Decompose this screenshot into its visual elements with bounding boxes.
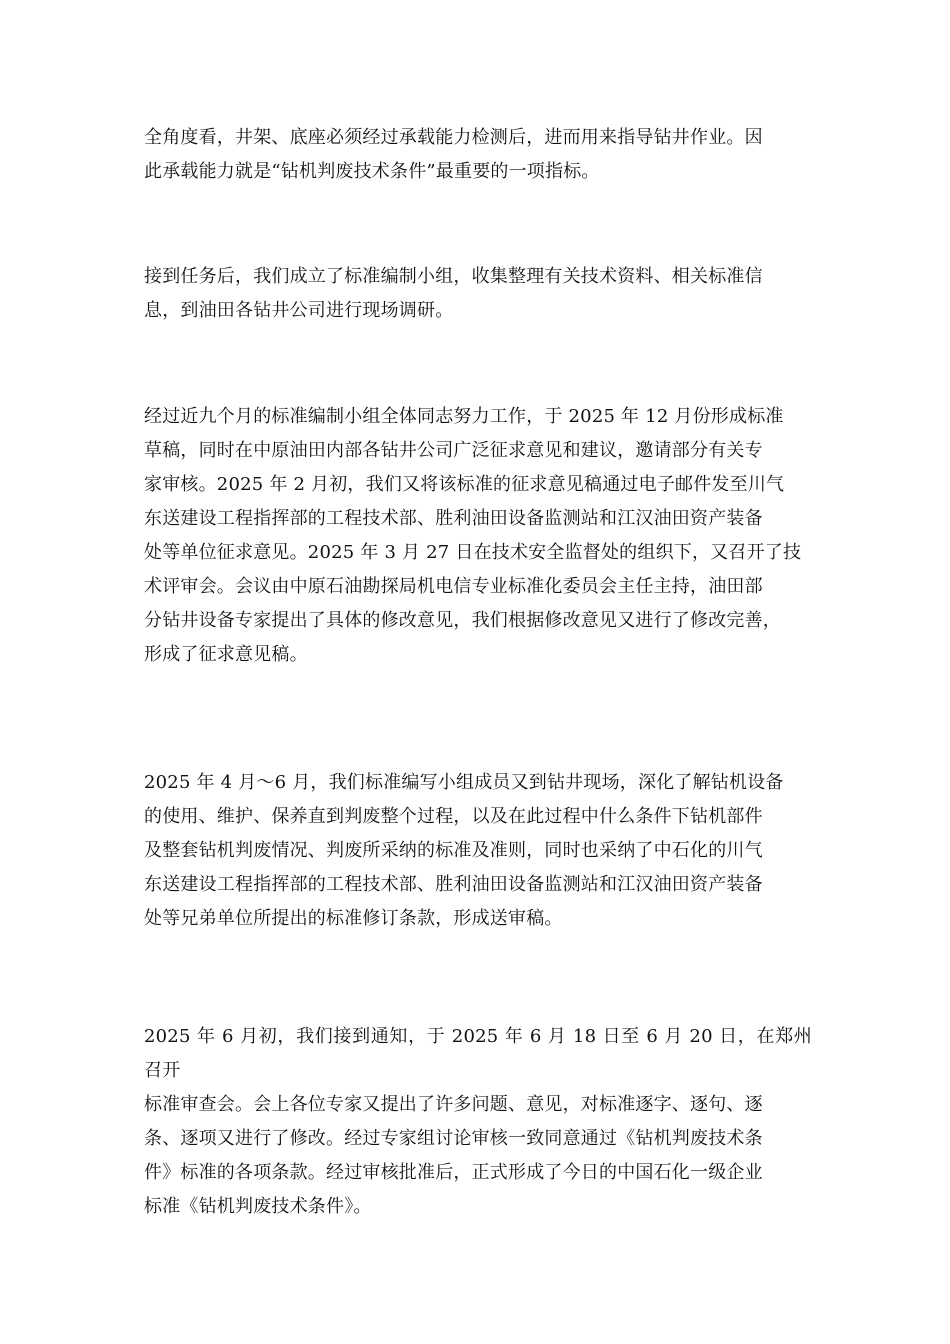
paragraph-load-capacity: 全角度看，井架、底座必须经过承载能力检测后，进而用来指导钻井作业。因 此承载能力就是“钻机判废技术条件”最重要的一项指标。 [144, 127, 763, 182]
paragraph-task-assignment: 接到任务后，我们成立了标准编制小组，收集整理有关技术资料、相关标准信 息，到油田各钻井公司进行现场调研。 [144, 266, 763, 321]
paragraph-review-meeting: 2025 年 6 月初，我们接到通知，于 2025 年 6 月 18 日至 6 月 20 日，在郑州召开 标准审查会。会上各位专家又提出了许多问题、意见，对标准逐字、逐句、逐 条、逐项又进行了修改。经过专家组讨论审核一致同意通过《钻机判废技术条 件》标准的各项条款。经过审核批准后，正式形成了今日的中国石化一级企业 标准《钻机判废技术条件》。 [144, 1026, 812, 1217]
paragraph-draft-and-review: 经过近九个月的标准编制小组全体同志努力工作，于 2025 年 12 月份形成标准 草稿，同时在中原油田内部各钻井公司广泛征求意见和建议，邀请部分有关专 家审核。2025 年 2 月初，我们又将该标准的征求意见稿通过电子邮件发至川气 东送建设工程指挥部的工程技术部、胜利油田设备监测站和江汉油田资产装备 处等单位征求意见。2025 年 3 月 27 日在技术安全监督处的组织下，又召开了技 术评审会。会议由中原石油勘探局机电信专业标准化委员会主任主持，油田部 分钻井设备专家提出了具体的修改意见，我们根据修改意见又进行了修改完善， 形成了征求意见稿。 [144, 406, 802, 665]
paragraph-field-research: 2025 年 4 月～6 月，我们标准编写小组成员又到钻井现场，深化了解钻机设备 的使用、维护、保养直到判废整个过程，以及在此过程中什么条件下钻机部件 及整套钻机判废情况、判废所采纳的标准及准则，同时也采纳了中石化的川气 东送建设工程指挥部的工程技术部、胜利油田设备监测站和江汉油田资产装备 处等兄弟单位所提出的标准修订条款，形成送审稿。 [144, 772, 784, 929]
